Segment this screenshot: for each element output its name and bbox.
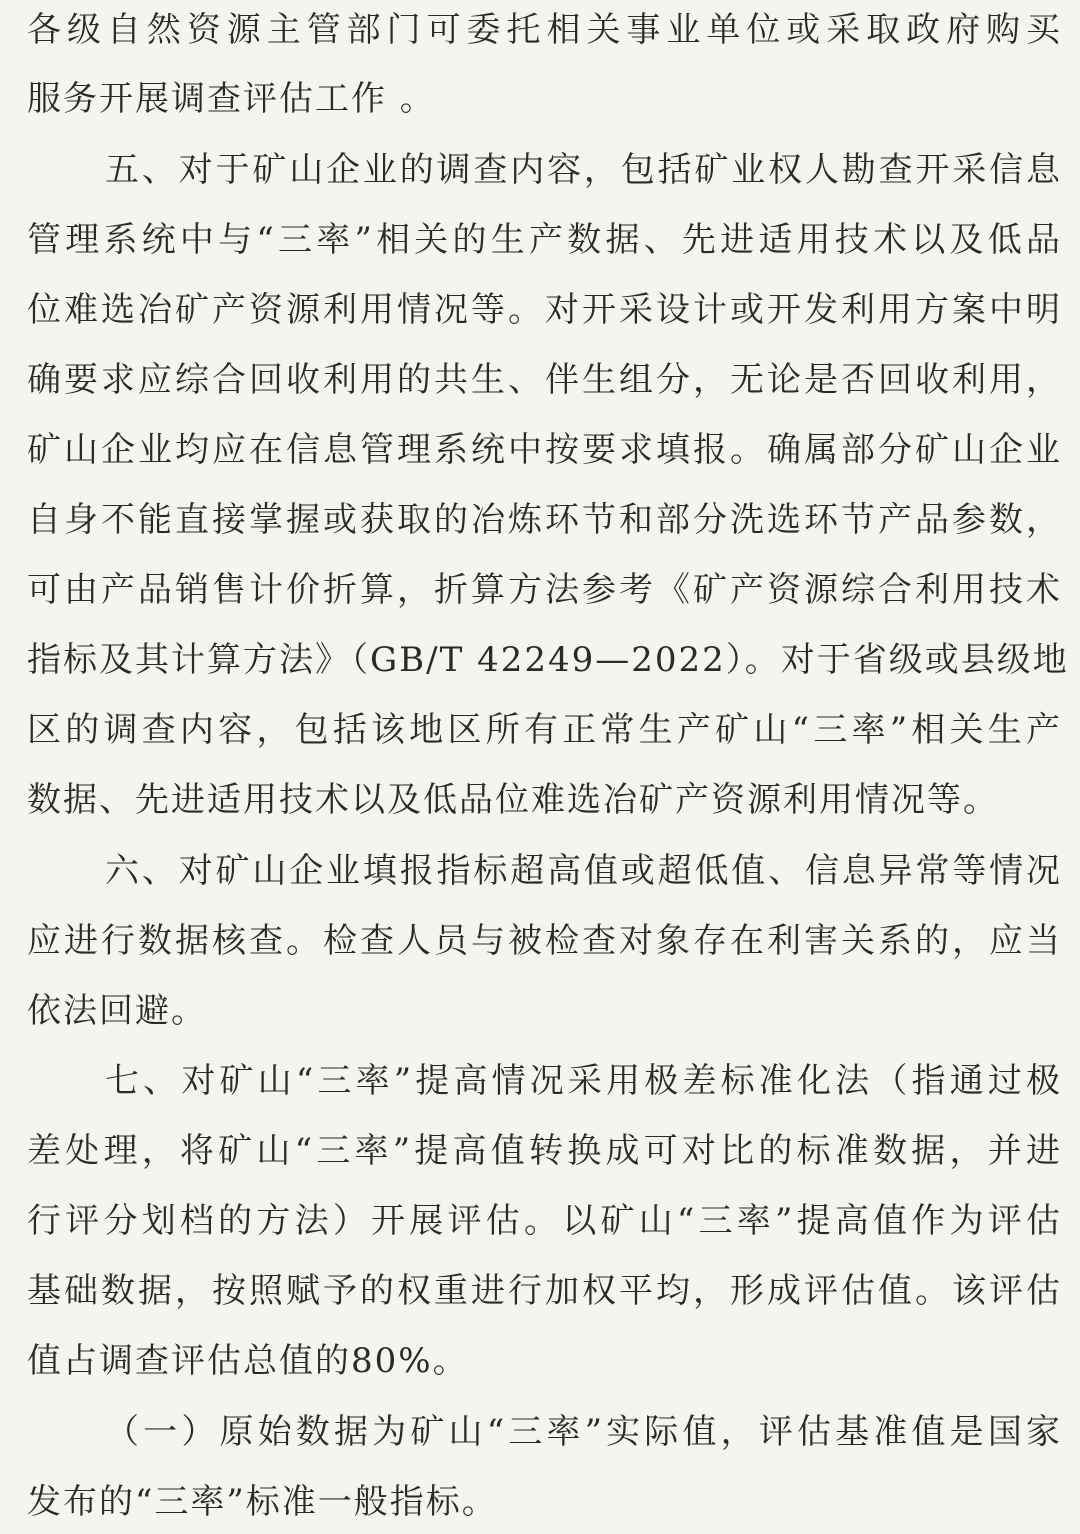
paragraph-5-line-6: 自身不能直接掌握或获取的冶炼环节和部分洗选环节产品参数， xyxy=(27,500,1062,540)
text-line-1: 各级自然资源主管部门可委托相关事业单位或采取政府购买 xyxy=(27,10,1062,50)
paragraph-5-line-4: 确要求应综合回收利用的共生、伴生组分，无论是否回收利用， xyxy=(27,360,1062,400)
paragraph-5-line-1: 五、对于矿山企业的调查内容，包括矿业权人勘查开采信息 xyxy=(105,150,1062,190)
paragraph-5-line-10: 数据、先进适用技术以及低品位难选冶矿产资源利用情况等。 xyxy=(27,780,999,820)
paragraph-5-line-3: 位难选冶矿产资源利用情况等。对开采设计或开发利用方案中明 xyxy=(27,290,1062,330)
paragraph-5-line-8: 指标及其计算方法》（GB/T 42249—2022）。对于省级或县级地 xyxy=(27,640,1069,680)
paragraph-6-line-2: 应进行数据核查。检查人员与被检查对象存在利害关系的，应当 xyxy=(27,921,1062,961)
paragraph-7-line-2: 差处理，将矿山“三率”提高值转换成可对比的标准数据，并进 xyxy=(27,1131,1062,1171)
paragraph-5-line-2: 管理系统中与“三率”相关的生产数据、先进适用技术以及低品 xyxy=(27,220,1062,260)
subsection-1-line-2: 发布的“三率”标准一般指标。 xyxy=(27,1482,498,1522)
paragraph-7-line-1: 七、对矿山“三率”提高情况采用极差标准化法（指通过极 xyxy=(105,1061,1062,1101)
paragraph-6-line-3: 依法回避。 xyxy=(27,991,207,1031)
paragraph-7-line-3: 行评分划档的方法）开展评估。以矿山“三率”提高值作为评估 xyxy=(27,1201,1062,1241)
paragraph-5-line-5: 矿山企业均应在信息管理系统中按要求填报。确属部分矿山企业 xyxy=(27,430,1062,470)
subsection-1-line-1: （一）原始数据为矿山“三率”实际值，评估基准值是国家 xyxy=(105,1412,1062,1452)
paragraph-6-line-1: 六、对矿山企业填报指标超高值或超低值、信息异常等情况 xyxy=(105,851,1062,891)
paragraph-7-line-5: 值占调查评估总值的80%。 xyxy=(27,1341,469,1381)
paragraph-5-line-7: 可由产品销售计价折算，折算方法参考《矿产资源综合利用技术 xyxy=(27,570,1062,610)
text-line-2: 服务开展调查评估工作 。 xyxy=(27,79,436,119)
paragraph-7-line-4: 基础数据，按照赋予的权重进行加权平均，形成评估值。该评估 xyxy=(27,1271,1062,1311)
paragraph-5-line-9: 区的调查内容，包括该地区所有正常生产矿山“三率”相关生产 xyxy=(27,710,1062,750)
